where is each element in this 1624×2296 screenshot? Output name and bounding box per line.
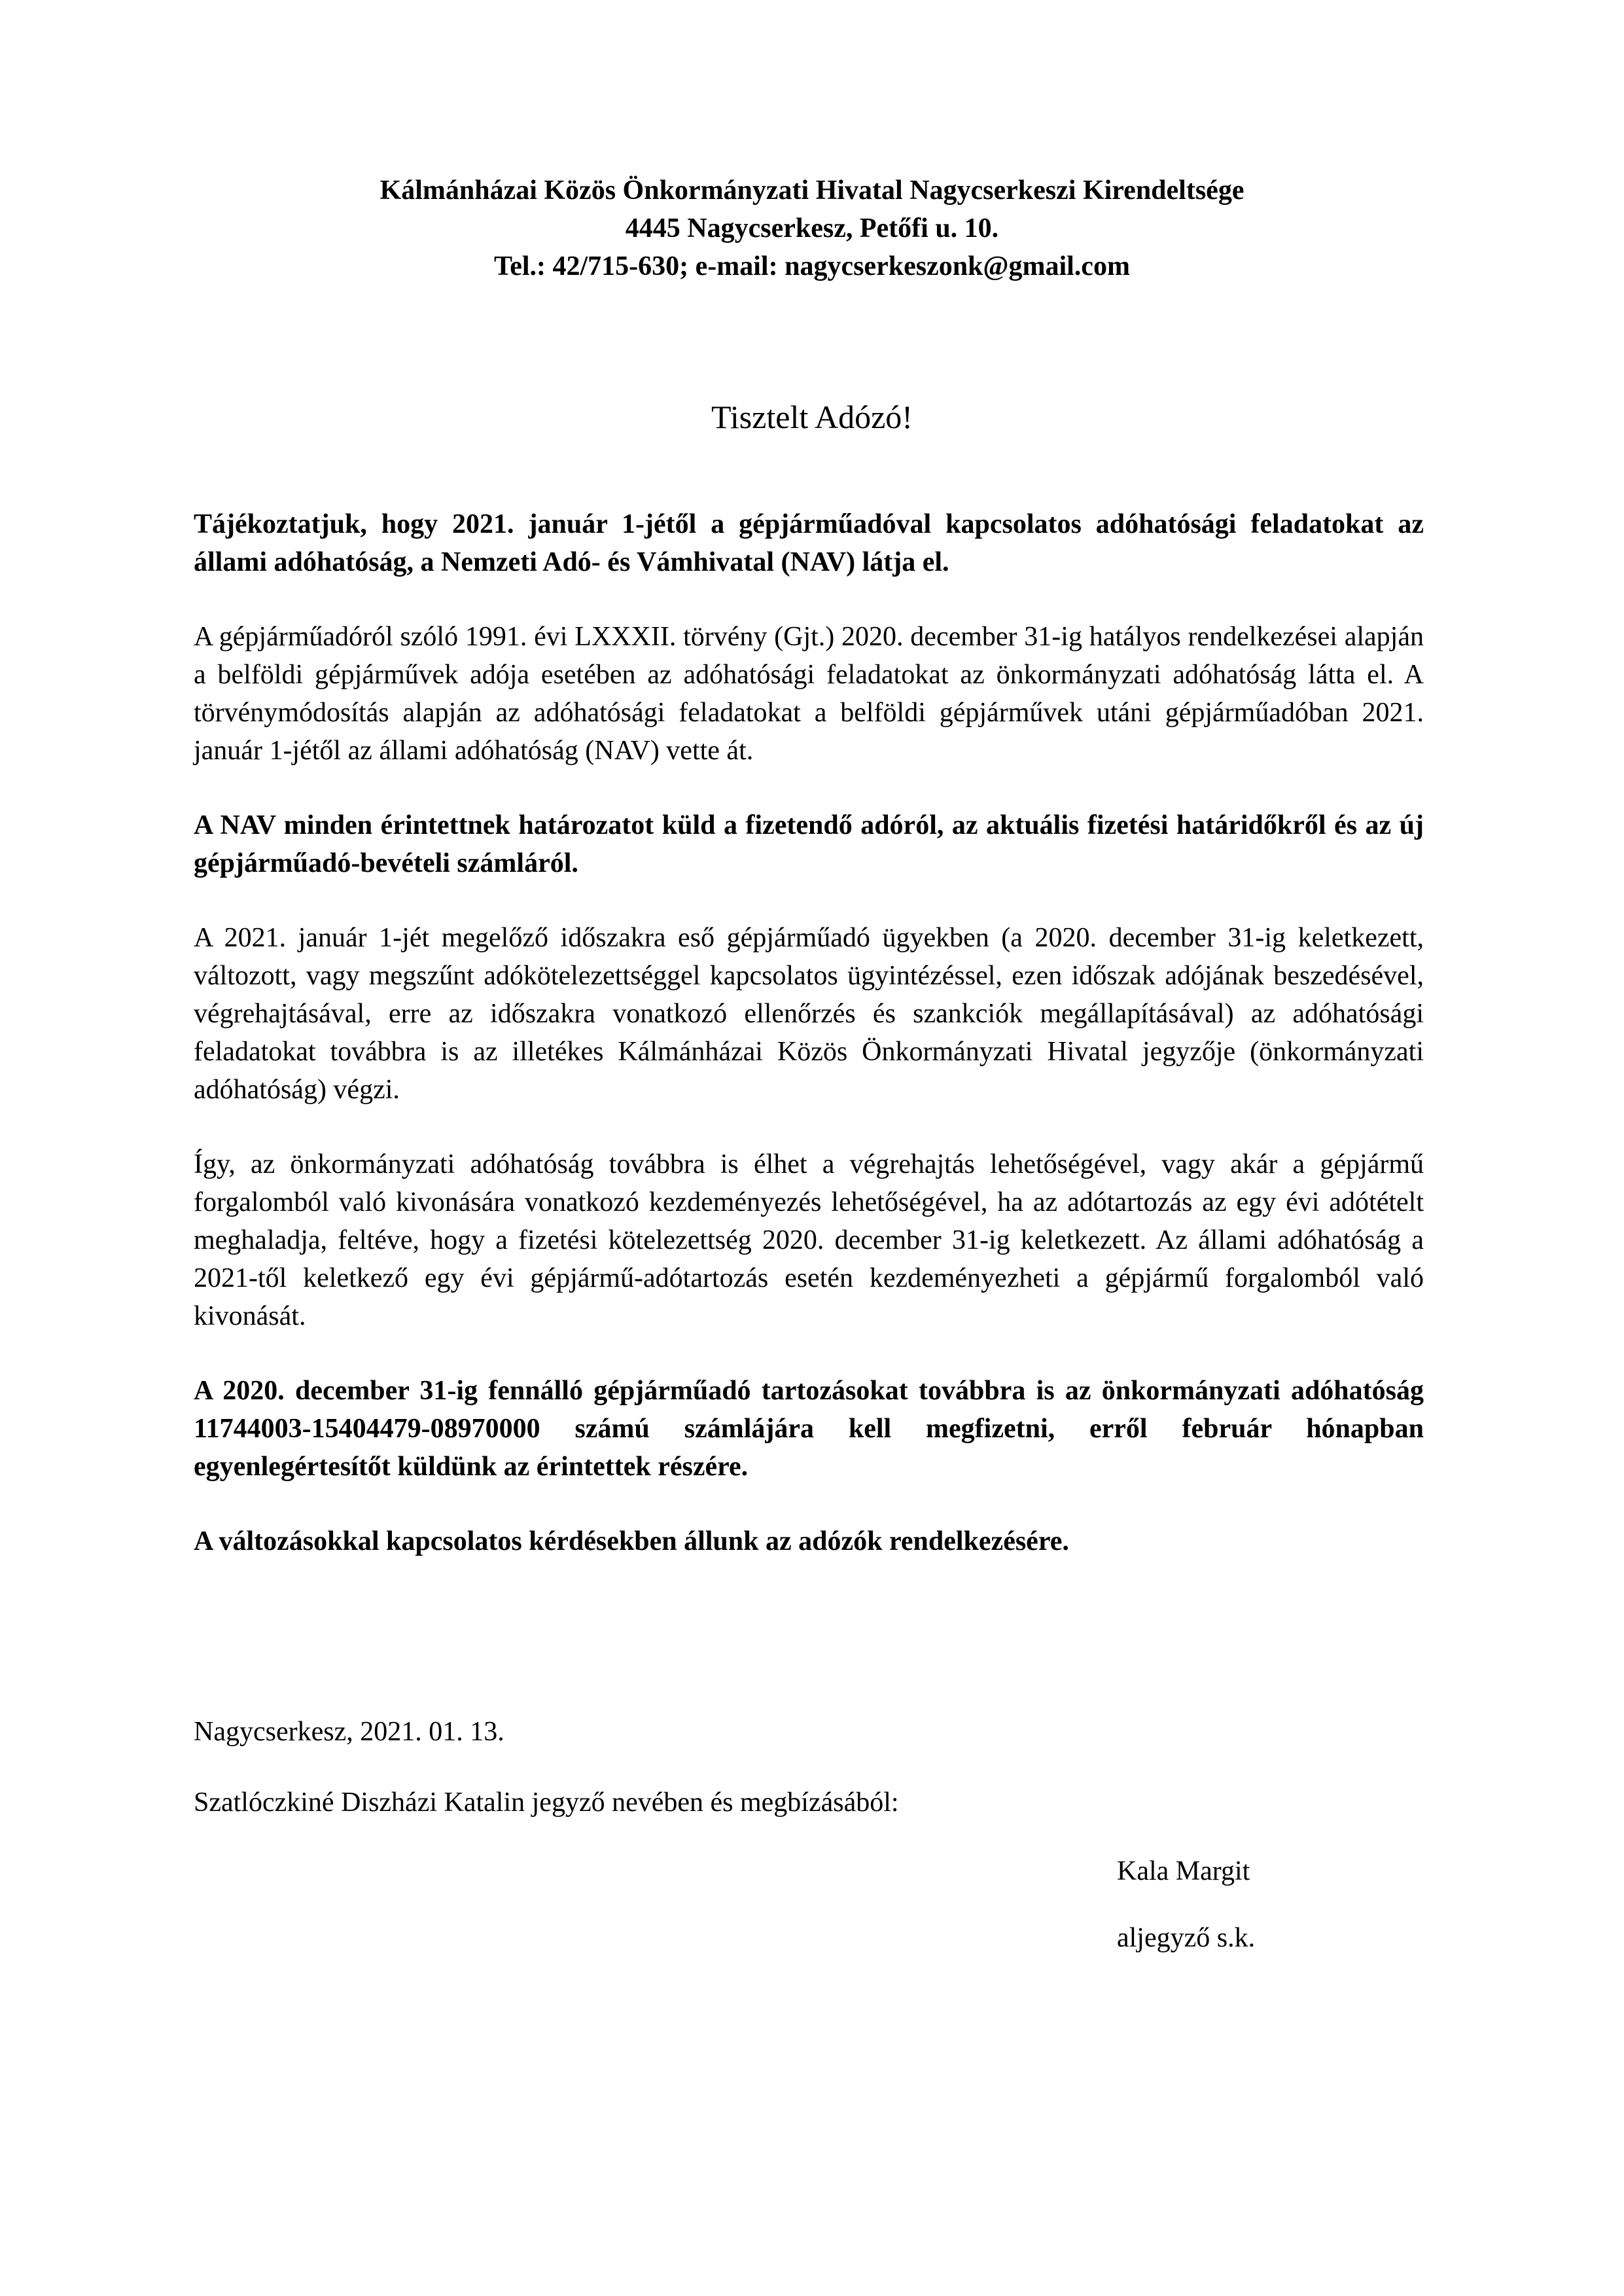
paragraph-law: A gépjárműadóról szóló 1991. évi LXXXII. törvény (Gjt.) 2020. december 31-ig hatályos rendelkezései alapján a belföldi gépjárművek adója esetében az adóhatósági feladatokat az önkormányzati adóhatóság látta el. A törvénymódosítás alapján az adóhatósági feladatokat a belföldi gépjárművek utáni gépjárműadóban 2021. január 1-jétől az állami adóhatóság (NAV) vette át. — [194, 622, 1424, 766]
paragraph-enforcement: Így, az önkormányzati adóhatóság továbbra is élhet a végrehajtás lehetőségével, vagy akár a gépjármű forgalomból való kivonására vonatkozó kezdeményezés lehetőségével, ha az adótartozás az egy évi adótételt meghaladja, feltéve, hogy a fizetési kötelezettség 2020. december 31-ig keletkezett. Az állami adóhatóság a 2021-től keletkező egy évi gépjármű-adótartozás esetén kezdeményezheti a gépjármű forgalomból való kivonását. — [194, 1149, 1424, 1331]
signature-block — [1117, 1852, 1255, 1986]
paragraph-prior-period: A 2021. január 1-jét megelőző időszakra eső gépjárműadó ügyekben (a 2020. december 31-ig keletkezett, változott, vagy megszűnt adókötelezettséggel kapcsolatos ügyintézéssel, ezen időszak adójának beszedésével, végrehajtásával, erre az időszakra vonatkozó ellenőrzés és szankciók megállapításával) az adóhatósági feladatokat továbbra is az illetékes Kálmánházai Közös Önkormányzati Hivatal jegyzője (önkormányzati adóhatóság) végzi. — [194, 923, 1424, 1105]
office-contact: Tel.: 42/715-630; e-mail: nagycserkeszonk@gmail.com — [494, 251, 1130, 281]
paragraph-payment-account: A 2020. december 31-ig fennálló gépjárműadó tartozásokat továbbra is az önkormányzati adóhatóság 11744003-15404479-08970000 számú számlájára kell megfizetni, erről február hónapban egyenlegértesítőt küldünk az érintettek részére. — [194, 1376, 1424, 1482]
salutation: Tisztelt Adózó! — [711, 399, 913, 435]
letterhead — [0, 171, 1624, 285]
paragraph-contact: A változásokkal kapcsolatos kérdésekben állunk az adózók rendelkezésére. — [194, 1526, 1069, 1556]
office-name: Kálmánházai Közös Önkormányzati Hivatal Nagycserkeszi Kirendeltsége — [380, 175, 1244, 206]
letter-body — [194, 505, 1424, 1597]
signer-title: aljegyző s.k. — [1117, 1923, 1256, 1953]
paragraph-nav-decision: A NAV minden érintettnek határozatot küld a fizetendő adóról, az aktuális fizetési határidőkről és az új gépjárműadó-bevételi számláról. — [194, 810, 1424, 878]
signer-name: Kala Margit — [1117, 1856, 1250, 1886]
paragraph-intro: Tájékoztatjuk, hogy 2021. január 1-jétől a gépjárműadóval kapcsolatos adóhatósági feladatokat az állami adóhatóság, a Nemzeti Adó- és Vámhivatal (NAV) látja el. — [194, 509, 1424, 577]
office-address: 4445 Nagycserkesz, Petőfi u. 10. — [625, 213, 999, 243]
on-behalf-line: Szatlóczkiné Diszházi Katalin jegyző nevében és megbízásából: — [194, 1787, 899, 1818]
place-date: Nagycserkesz, 2021. 01. 13. — [194, 1717, 504, 1747]
